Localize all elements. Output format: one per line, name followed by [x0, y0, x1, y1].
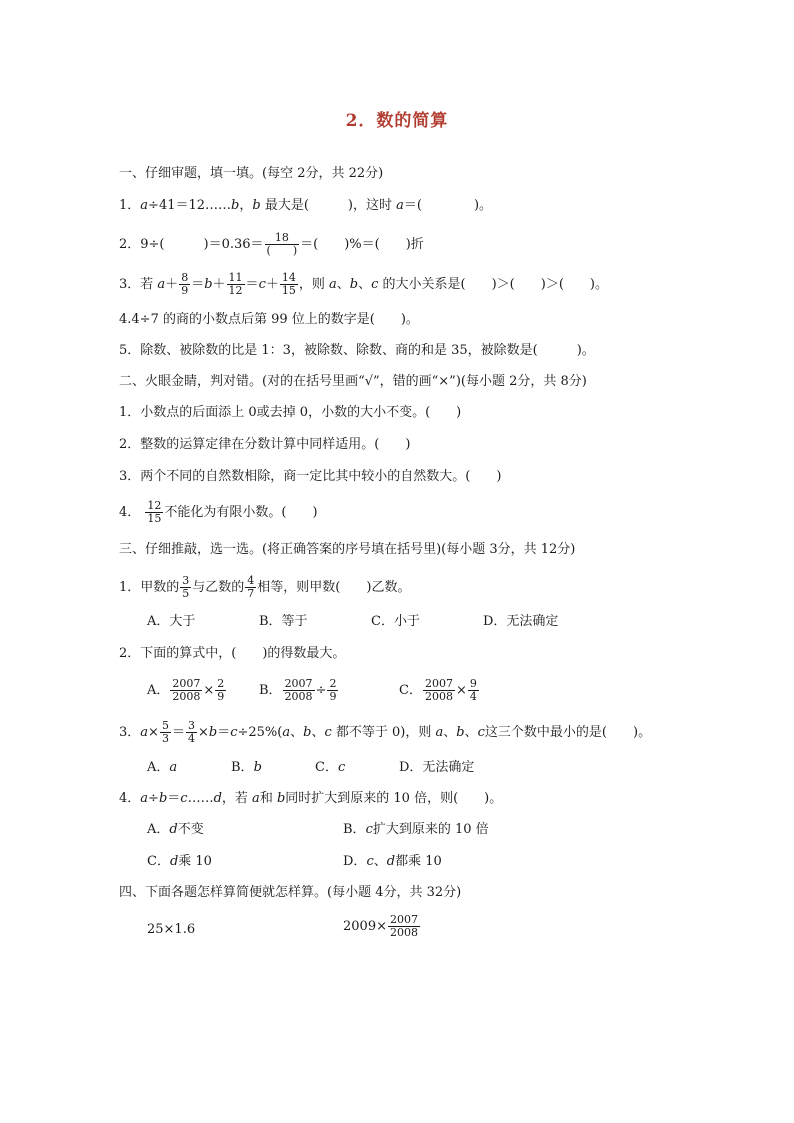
option-3-4-c: C．d乘 10 [147, 854, 212, 869]
section-1-header: 一、仔细审题，填一填。(每空 2分，共 22分) [119, 166, 384, 181]
option-3-1-d: D．无法确定 [483, 614, 559, 629]
option-3-2-a: A． $\frac{2007}{2008}$ × $\frac{2}{9}$ [147, 677, 225, 703]
fraction: $\frac{18}{( )}$ [266, 231, 298, 257]
question-3-2: 2．下面的算式中，( )的得数最大。 [119, 646, 346, 661]
section-2-header: 二、火眼金睛，判对错。(对的在括号里画“√”，错的画“×”)(每小题 2分，共 8分) [119, 374, 587, 389]
option-3-2-c: C． $\frac{2007}{2008}$ × $\frac{9}{4}$ [399, 677, 477, 703]
section-4-header: 四、下面各题怎样算简便就怎样算。(每小题 4分，共 32分) [119, 885, 462, 900]
option-3-3-d: D．无法确定 [399, 760, 475, 775]
problem-4-1: 25×1.6 [147, 922, 196, 937]
option-3-1-c: C．小于 [371, 614, 420, 629]
option-3-1-a: A．大于 [147, 614, 196, 629]
question-3-3: 3．a× $\frac{5}{3}$ ＝ $\frac{3}{4}$ ×b＝c÷25%(a、b、c 都不等于 0)，则 a、b、c这三个数中最小的是( )。 [119, 719, 652, 745]
option-3-3-a: A．a [147, 760, 178, 775]
option-3-3-b: B．b [231, 760, 262, 775]
option-3-4-a: A．d不变 [147, 822, 204, 837]
question-1-3: 3．若 a＋ $\frac{8}{9}$ ＝b＋ $\frac{11}{12}$ ＝c＋ $\frac{14}{15}$ ，则 a、b、c 的大小关系是( )＞( )＞( )。 [119, 271, 608, 297]
question-3-1: 1．甲数的 $\frac{3}{5}$ 与乙数的 $\frac{4}{7}$ 相等，则甲数( )乙数。 [119, 574, 411, 600]
question-1-4: 4.4÷7 的商的小数点后第 99 位上的数字是( )。 [119, 312, 419, 327]
question-1-2: 2．9÷( )＝0.36＝ $\frac{18}{( )}$ ＝( )%＝( )折 [119, 231, 424, 257]
question-3-4: 4．a÷b＝c……d，若 a和 b同时扩大到原来的 10 倍，则( )。 [119, 791, 503, 806]
question-1-5: 5．除数、被除数的比是 1：3，被除数、除数、商的和是 35，被除数是( )。 [119, 343, 595, 358]
question-2-3: 3．两个不同的自然数相除，商一定比其中较小的自然数大。( ) [119, 469, 502, 484]
section-3-header: 三、仔细推敲，选一选。(将正确答案的序号填在括号里)(每小题 3分，共 12分) [119, 542, 576, 557]
question-1-1: 1．a÷41＝12……b，b 最大是( )，这时 a＝( )。 [119, 198, 493, 213]
option-3-3-c: C．c [315, 760, 346, 775]
page-title: 2．数的简算 [345, 111, 449, 131]
question-2-1: 1．小数点的后面添上 0或去掉 0，小数的大小不变。( ) [119, 405, 462, 420]
option-3-4-b: B．c扩大到原来的 10 倍 [343, 822, 489, 837]
option-3-1-b: B．等于 [259, 614, 308, 629]
option-3-2-b: B． $\frac{2007}{2008}$ ÷ $\frac{2}{9}$ [259, 677, 337, 703]
question-2-4: 4． $\frac{12}{15}$ 不能化为有限小数。( ) [119, 499, 318, 525]
problem-4-2: 2009× $\frac{2007}{2008}$ [343, 913, 418, 939]
question-2-2: 2．整数的运算定律在分数计算中同样适用。( ) [119, 437, 411, 452]
option-3-4-d: D．c、d都乘 10 [343, 854, 442, 869]
